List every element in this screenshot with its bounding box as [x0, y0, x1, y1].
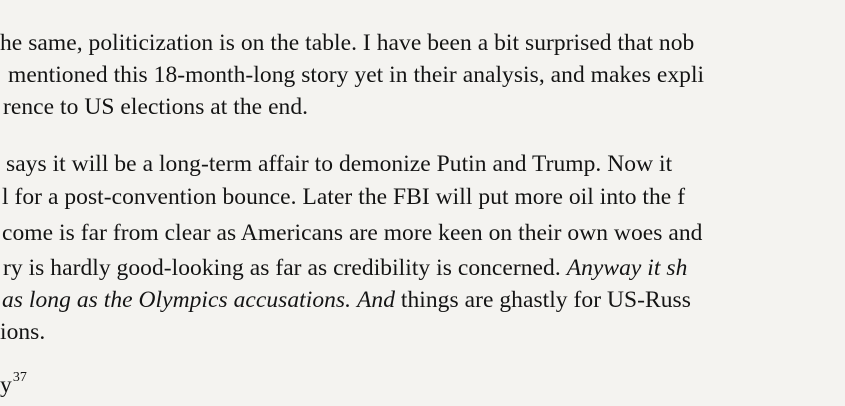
heading-fragment-text: y — [0, 372, 12, 398]
line-4-italic-text: Anyway it sh — [566, 255, 688, 281]
paragraph-2-line-3: come is far from clear as Americans are more keen on their own woes and — [2, 220, 703, 246]
line-5-italic-and: And — [356, 287, 395, 313]
paragraph-2-line-4 — [3, 254, 687, 282]
paragraph-2-line-2: l for a post-convention bounce. Later the FBI will put more oil into the f — [2, 184, 686, 210]
paragraph-1-line-2: mentioned this 18-month-long story yet in their analysis, and makes expli — [8, 62, 705, 88]
paragraph-1-line-1: he same, politicization is on the table. I have been a bit surprised that nob — [0, 30, 695, 56]
paragraph-2-line-5 — [2, 286, 691, 314]
line-4-text: ry is hardly good-looking as far as credibility is concerned. — [3, 255, 567, 281]
paragraph-2-line-1: says it will be a long-term affair to demonize Putin and Trump. Now it — [6, 151, 673, 177]
paragraph-2-line-6: ions. — [0, 319, 46, 345]
line-5-italic-text: as long as the Olympics accusations. — [2, 287, 352, 313]
paragraph-1-line-3: rence to US elections at the end. — [3, 94, 309, 120]
section-heading-fragment — [0, 371, 27, 403]
footnote-marker: 37 — [12, 370, 27, 385]
line-5-text: things are ghastly for US-Russ — [395, 287, 691, 313]
